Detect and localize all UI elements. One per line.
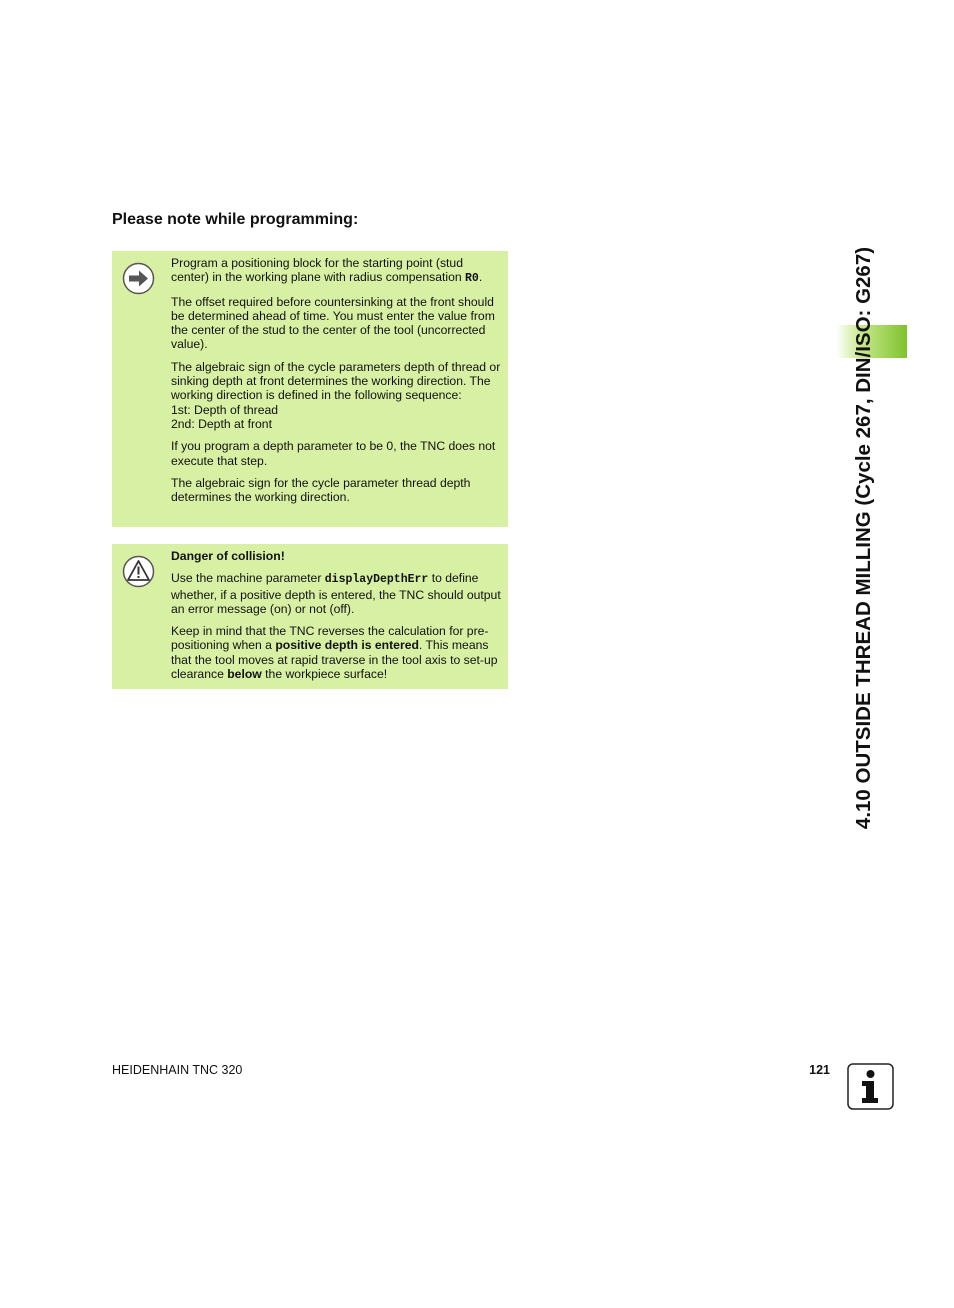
code-displaydeptherr: displayDepthErr (324, 573, 429, 587)
info-icon (847, 1063, 894, 1110)
warning-triangle-icon (122, 555, 155, 588)
footer-page-number: 121 (809, 1063, 830, 1077)
arrow-right-icon (122, 262, 155, 295)
warning-text (171, 549, 503, 689)
note-paragraph-3: The algebraic sign of the cycle parameters depth of thread or sinking depth at front determines the working direction. The working direction is defined in the following sequence: 1st: Depth of thread 2nd: Depth at front (171, 359, 501, 431)
note-box (112, 251, 508, 527)
code-r0: R0 (465, 272, 479, 286)
chapter-side-title: 4.10 OUTSIDE THREAD MILLING (Cycle 267, DIN/ISO: G267) (852, 246, 875, 830)
warning-paragraph-2: Keep in mind that the TNC reverses the calculation for pre-positioning when a positive depth is entered. This means that the tool moves at rapid traverse in the tool axis to set-up clearance below the workpiece surface! (171, 624, 498, 682)
note-paragraph-4: If you program a depth parameter to be 0, the TNC does not execute that step. (171, 439, 496, 468)
footer-product-name: HEIDENHAIN TNC 320 (112, 1063, 243, 1077)
warning-box (112, 544, 508, 689)
note-paragraph-2: The offset required before countersinking at the front should be determined ahead of time. You must enter the value from the center of the stud to the center of the tool (uncorrected value). (171, 294, 495, 352)
note-text (171, 256, 503, 512)
note-paragraph-5: The algebraic sign for the cycle parameter thread depth determines the working direction. (171, 475, 471, 505)
warning-paragraph-1: Use the machine parameter displayDepthErr to define whether, if a positive depth is entered, the TNC should output an error message (on) or not (off). (171, 571, 501, 616)
section-heading: Please note while programming: (112, 211, 359, 228)
note-paragraph-1: Program a positioning block for the starting point (stud center) in the working plane with radius compensation R0. (171, 256, 483, 286)
warning-title: Danger of collision! (171, 549, 285, 563)
